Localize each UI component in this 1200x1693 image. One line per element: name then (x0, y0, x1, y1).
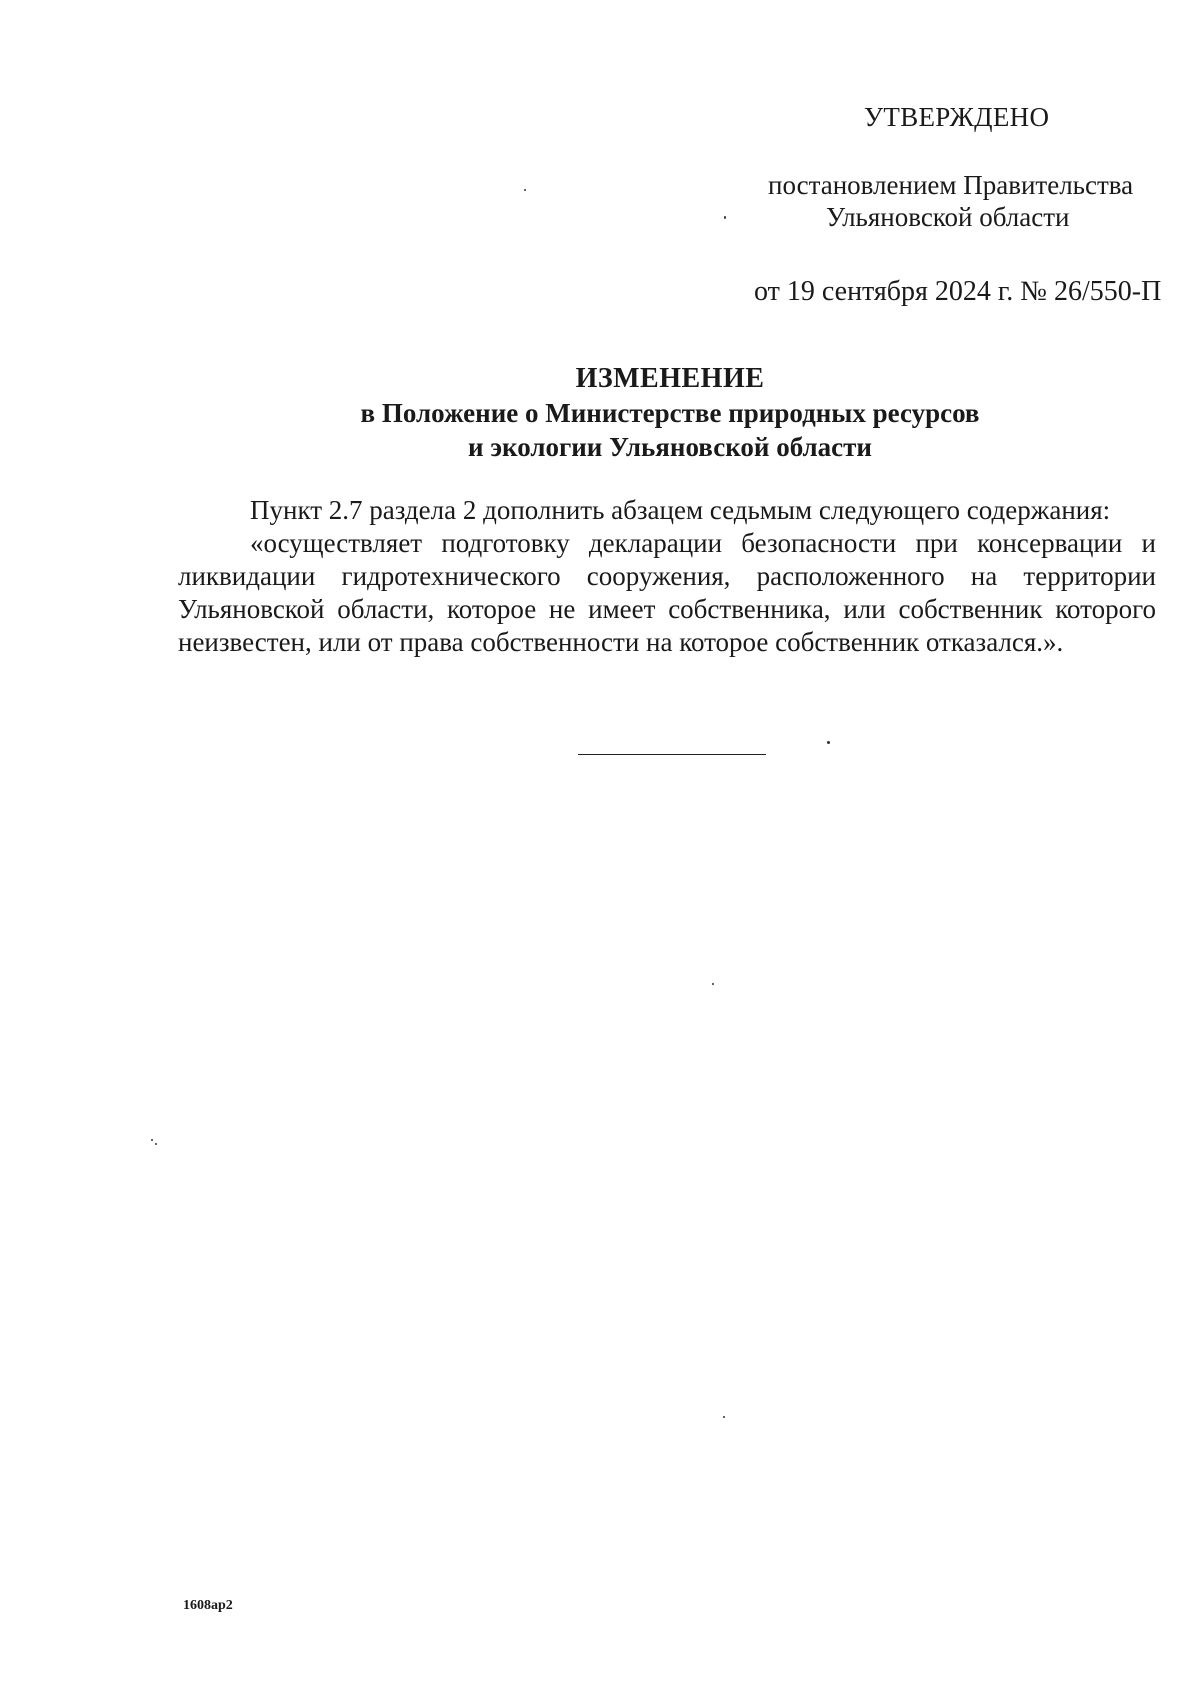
scan-speck (151, 1139, 153, 1141)
scan-speck (827, 741, 830, 744)
approval-stamp-label: УТВЕРЖДЕНО (864, 102, 1050, 132)
approval-authority-line2: Ульяновской области (826, 202, 1070, 232)
document-code: 1608ар2 (183, 1598, 233, 1613)
document-subtitle-line1: в Положение о Министерстве природных ресурсов (360, 398, 980, 428)
document-title-block (180, 362, 1160, 464)
scan-speck (724, 216, 726, 219)
document-title: ИЗМЕНЕНИЕ (575, 363, 765, 394)
scan-speck (524, 189, 526, 191)
approval-authority-line1: постановлением Правительства (768, 170, 1134, 200)
scan-speck (155, 1143, 157, 1145)
document-body (178, 494, 1156, 659)
scan-speck (723, 1416, 725, 1418)
document-subtitle-line2: и экологии Ульяновской области (468, 432, 872, 462)
end-separator-line (578, 754, 766, 755)
approval-date-number: от 19 сентября 2024 г. № 26/550-П (754, 276, 1162, 307)
body-paragraph-amendment: «осуществляет подготовку декларации безопасности при консервации и ликвидации гидротехнического сооружения, расположенного на территории Ульяновской области, которое не имеет собственника, или собственник которого неизвестен, или от права собственности на которое собственник отказался.». (178, 528, 1156, 657)
body-paragraph-instruction: Пункт 2.7 раздела 2 дополнить абзацем седьмым следующего содержания: (250, 495, 1111, 525)
scan-speck (712, 983, 714, 985)
